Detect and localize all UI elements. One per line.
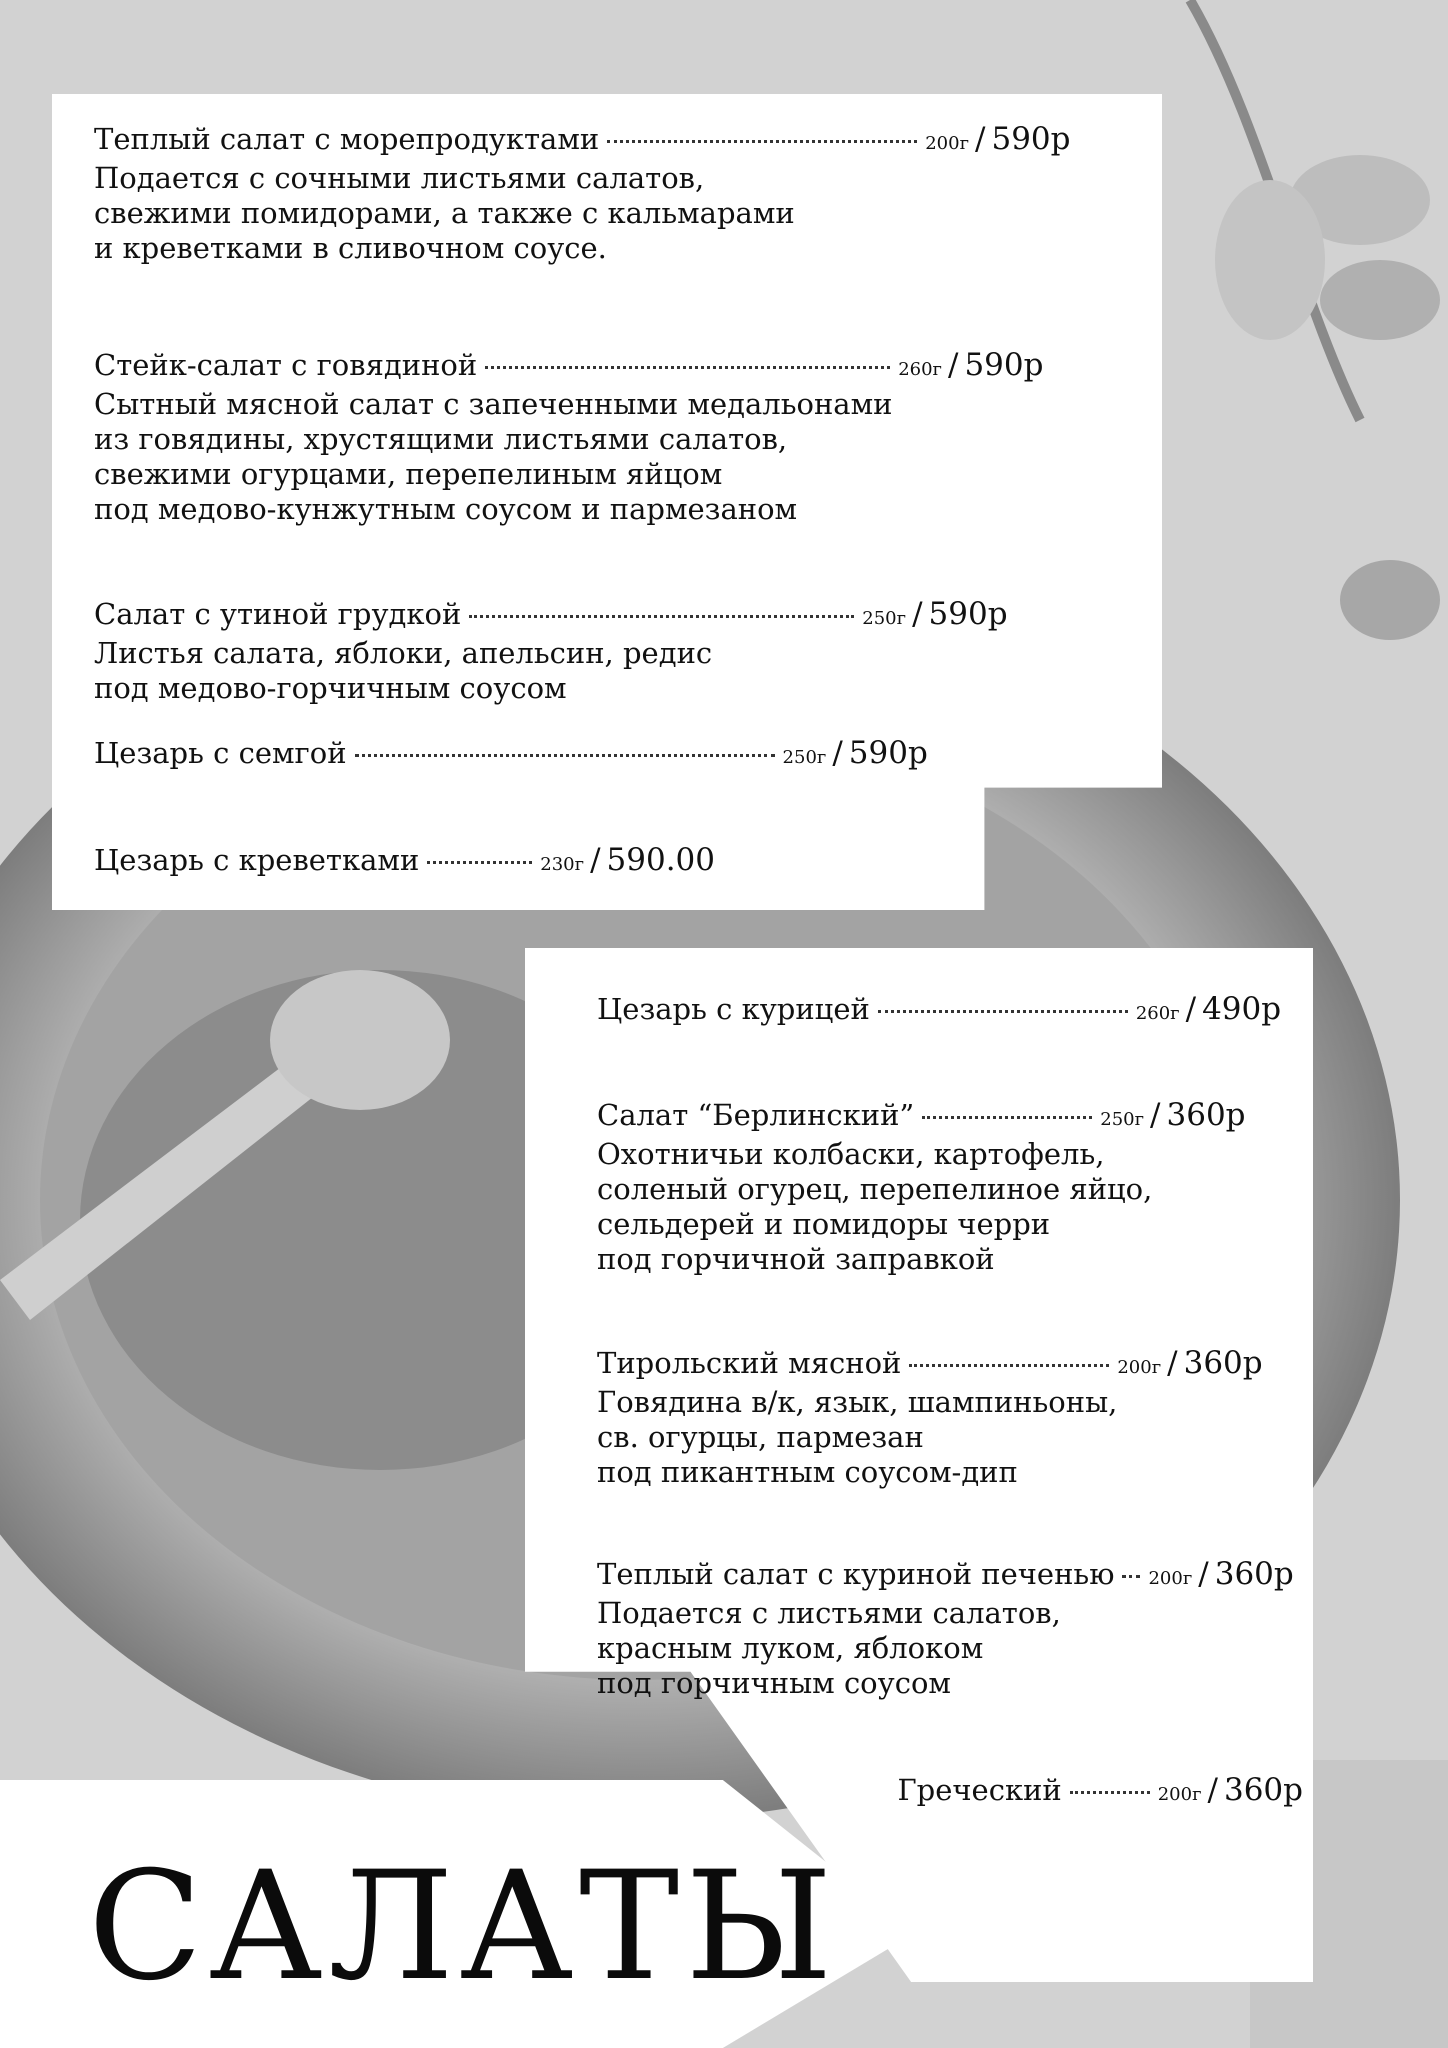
dish-weight: 250г [782,747,827,768]
dish-name: Теплый салат с куриной печенью [597,1557,1115,1591]
leader-dots [922,1116,1092,1119]
menu-item [597,1098,1307,1346]
menu-item [94,736,1114,843]
page-title: САЛАТЫ [88,1840,839,2014]
dish-weight: 230г [540,854,585,875]
dish-price: 590.00 [606,842,716,878]
menu-item [94,843,1114,882]
price-separator: / [1167,1345,1178,1381]
price-separator: / [1198,1556,1209,1592]
dish-price: 360р [1223,1772,1303,1808]
leader-dots [1070,1791,1150,1794]
dish-name: Цезарь с курицей [597,992,870,1026]
menu-item [94,597,1114,736]
dish-description: Подается с сочными листьями салатов, свежими помидорами, а также с кальмарами и креветками в сливочном соусе. [94,161,795,265]
dish-name: Салат “Берлинский” [597,1098,915,1132]
dish-name: Теплый салат с морепродуктами [94,122,600,156]
leader-dots [427,861,532,864]
menu-item [597,992,1307,1098]
leader-dots [909,1364,1109,1367]
menu-item [597,1773,1307,1812]
dish-name: Тирольский мясной [597,1346,902,1380]
leader-dots [485,366,890,369]
dish-description: Охотничьи колбаски, картофель, соленый огурец, перепелиное яйцо, сельдерей и помидоры черри под горчичной заправкой [597,1137,1153,1276]
dish-description: Подается с листьями салатов, красным луком, яблоком под горчичным соусом [597,1596,1061,1700]
dish-name: Стейк-салат с говядиной [94,348,478,382]
dish-price: 590р [848,735,928,771]
leader-dots [1122,1575,1140,1578]
menu-item [94,122,1114,348]
dish-price: 360р [1183,1345,1263,1381]
dish-weight: 250г [1100,1109,1145,1130]
dish-weight: 200г [925,133,970,154]
leader-dots [469,615,854,618]
dish-name: Цезарь с креветками [94,843,420,877]
dish-description: Листья салата, яблоки, апельсин, редис под медово-горчичным соусом [94,636,713,705]
dish-name: Цезарь с семгой [94,736,347,770]
dish-weight: 200г [1157,1784,1202,1805]
dish-description: Говядина в/к, язык, шампиньоны, св. огурцы, пармезан под пикантным соусом-дип [597,1385,1118,1489]
dish-price: 490р [1202,991,1282,1027]
price-separator: / [832,735,843,771]
dish-price: 590р [964,347,1044,383]
leader-dots [878,1010,1128,1013]
salad-list-top [94,122,1114,882]
price-separator: / [975,121,986,157]
price-separator: / [948,347,959,383]
dish-weight: 200г [1117,1357,1162,1378]
price-separator: / [912,596,923,632]
leader-dots [607,140,917,143]
dish-weight: 200г [1148,1568,1193,1589]
dish-name: Греческий [897,1773,1062,1807]
menu-item [597,1557,1307,1773]
menu-item [94,348,1114,597]
price-separator: / [1207,1772,1218,1808]
price-separator: / [1150,1097,1161,1133]
dish-name: Салат с утиной грудкой [94,597,462,631]
dish-price: 360р [1166,1097,1246,1133]
dish-price: 590р [928,596,1008,632]
dish-price: 360р [1214,1556,1294,1592]
menu-item [597,1346,1307,1557]
price-separator: / [1185,991,1197,1027]
dish-weight: 250г [862,608,907,629]
salad-list-bottom [597,992,1307,1812]
dish-description: Сытный мясной салат с запеченными медальонами из говядины, хрустящими листьями салатов, свежими огурцами, перепелиным яйцом под медово-кунжутным соусом и пармезаном [94,387,893,526]
dish-price: 590р [991,121,1071,157]
leader-dots [355,754,775,757]
dish-weight: 260г [898,359,942,380]
price-separator: / [590,842,601,878]
dish-weight: 260г [1135,1003,1180,1024]
